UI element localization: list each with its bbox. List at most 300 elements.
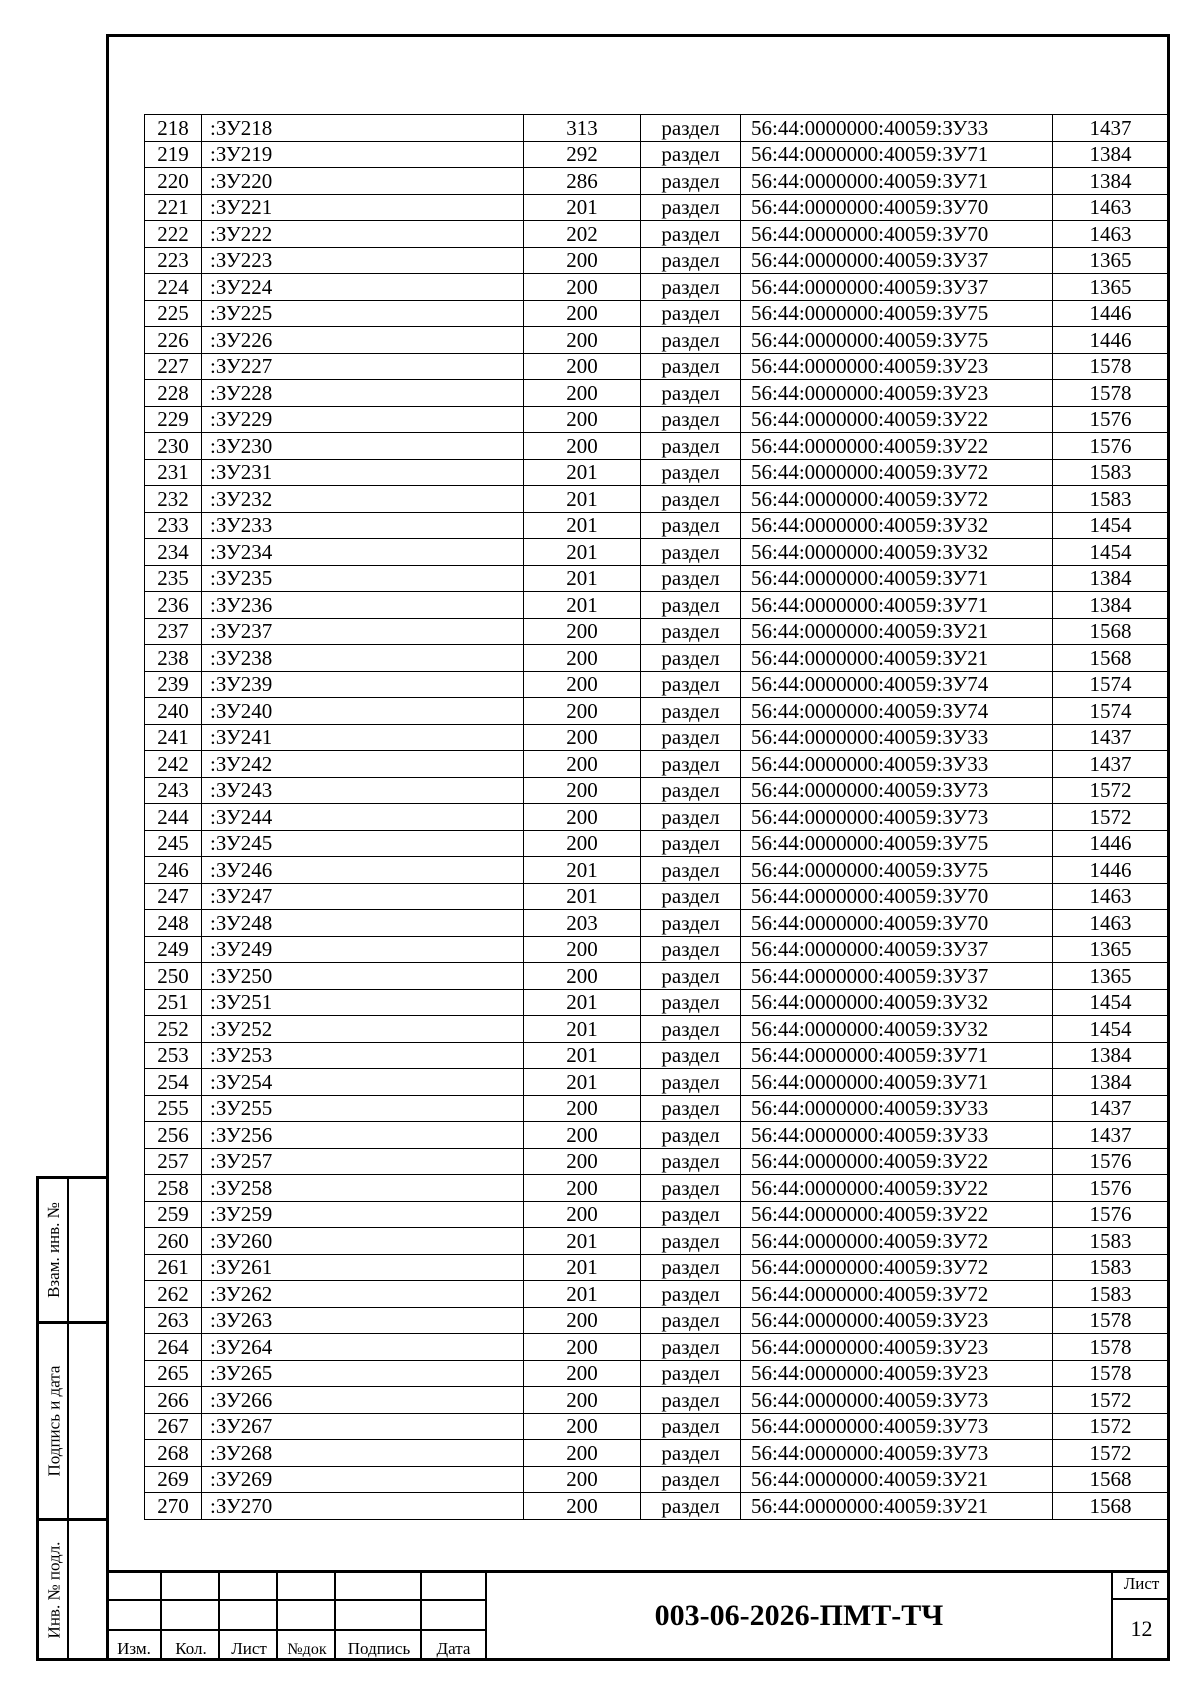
plot-designation: :ЗУ221 <box>202 194 524 221</box>
source-cadastral-number: 56:44:0000000:40059:ЗУ73 <box>741 804 1053 831</box>
plot-designation: :ЗУ248 <box>202 910 524 937</box>
reference-value: 1578 <box>1053 353 1169 380</box>
row-number: 245 <box>145 830 202 857</box>
table-row <box>145 1307 1169 1334</box>
plot-designation: :ЗУ252 <box>202 1016 524 1043</box>
table-row <box>145 777 1169 804</box>
source-cadastral-number: 56:44:0000000:40059:ЗУ37 <box>741 274 1053 301</box>
source-cadastral-number: 56:44:0000000:40059:ЗУ74 <box>741 698 1053 725</box>
plot-designation: :ЗУ265 <box>202 1360 524 1387</box>
table-row <box>145 910 1169 937</box>
formation-method: раздел <box>641 1466 741 1493</box>
row-number: 247 <box>145 883 202 910</box>
plot-area: 200 <box>524 433 641 460</box>
table-row <box>145 327 1169 354</box>
row-number: 261 <box>145 1254 202 1281</box>
row-number: 243 <box>145 777 202 804</box>
source-cadastral-number: 56:44:0000000:40059:ЗУ72 <box>741 486 1053 513</box>
source-cadastral-number: 56:44:0000000:40059:ЗУ32 <box>741 539 1053 566</box>
table-row <box>145 221 1169 248</box>
formation-method: раздел <box>641 221 741 248</box>
reference-value: 1454 <box>1053 512 1169 539</box>
source-cadastral-number: 56:44:0000000:40059:ЗУ71 <box>741 1042 1053 1069</box>
table-row <box>145 1440 1169 1467</box>
row-number: 240 <box>145 698 202 725</box>
plot-area: 201 <box>524 1042 641 1069</box>
title-block <box>106 1570 1170 1661</box>
source-cadastral-number: 56:44:0000000:40059:ЗУ73 <box>741 1440 1053 1467</box>
table-row <box>145 830 1169 857</box>
plot-area: 286 <box>524 168 641 195</box>
formation-method: раздел <box>641 168 741 195</box>
reference-value: 1583 <box>1053 1254 1169 1281</box>
plot-designation: :ЗУ260 <box>202 1228 524 1255</box>
row-number: 220 <box>145 168 202 195</box>
table-row <box>145 671 1169 698</box>
source-cadastral-number: 56:44:0000000:40059:ЗУ70 <box>741 221 1053 248</box>
grid-cell <box>106 1601 162 1631</box>
formation-method: раздел <box>641 141 741 168</box>
table-row <box>145 936 1169 963</box>
row-number: 230 <box>145 433 202 460</box>
plot-area: 200 <box>524 406 641 433</box>
plot-designation: :ЗУ233 <box>202 512 524 539</box>
formation-method: раздел <box>641 433 741 460</box>
source-cadastral-number: 56:44:0000000:40059:ЗУ21 <box>741 1466 1053 1493</box>
formation-method: раздел <box>641 512 741 539</box>
source-cadastral-number: 56:44:0000000:40059:ЗУ33 <box>741 115 1053 142</box>
plot-area: 200 <box>524 1334 641 1361</box>
row-number: 260 <box>145 1228 202 1255</box>
formation-method: раздел <box>641 1148 741 1175</box>
grid-cell <box>336 1601 422 1631</box>
source-cadastral-number: 56:44:0000000:40059:ЗУ37 <box>741 247 1053 274</box>
label-list: Лист <box>231 1639 267 1658</box>
sheet-label: Лист <box>1113 1570 1170 1600</box>
reference-value: 1437 <box>1053 724 1169 751</box>
reference-value: 1365 <box>1053 963 1169 990</box>
formation-method: раздел <box>641 1069 741 1096</box>
table-row <box>145 857 1169 884</box>
plot-area: 200 <box>524 1360 641 1387</box>
plot-designation: :ЗУ235 <box>202 565 524 592</box>
formation-method: раздел <box>641 989 741 1016</box>
source-cadastral-number: 56:44:0000000:40059:ЗУ22 <box>741 1148 1053 1175</box>
plot-area: 200 <box>524 751 641 778</box>
plot-designation: :ЗУ264 <box>202 1334 524 1361</box>
plot-designation: :ЗУ263 <box>202 1307 524 1334</box>
plot-designation: :ЗУ245 <box>202 830 524 857</box>
table-row <box>145 1228 1169 1255</box>
formation-method: раздел <box>641 194 741 221</box>
source-cadastral-number: 56:44:0000000:40059:ЗУ72 <box>741 1254 1053 1281</box>
table-row <box>145 1254 1169 1281</box>
formation-method: раздел <box>641 857 741 884</box>
plot-area: 200 <box>524 1493 641 1520</box>
source-cadastral-number: 56:44:0000000:40059:ЗУ22 <box>741 1175 1053 1202</box>
reference-value: 1572 <box>1053 1440 1169 1467</box>
land-plots-table <box>144 114 1169 1520</box>
source-cadastral-number: 56:44:0000000:40059:ЗУ71 <box>741 1069 1053 1096</box>
formation-method: раздел <box>641 724 741 751</box>
reference-value: 1384 <box>1053 565 1169 592</box>
plot-designation: :ЗУ270 <box>202 1493 524 1520</box>
table-row <box>145 194 1169 221</box>
row-number: 248 <box>145 910 202 937</box>
row-number: 234 <box>145 539 202 566</box>
plot-area: 200 <box>524 1413 641 1440</box>
podpis-label: Подпись и дата <box>44 1365 63 1477</box>
row-number: 218 <box>145 115 202 142</box>
plot-designation: :ЗУ253 <box>202 1042 524 1069</box>
reference-value: 1437 <box>1053 1095 1169 1122</box>
row-number: 226 <box>145 327 202 354</box>
reference-value: 1437 <box>1053 1122 1169 1149</box>
plot-area: 201 <box>524 486 641 513</box>
row-number: 265 <box>145 1360 202 1387</box>
grid-cell <box>106 1570 162 1601</box>
plot-designation: :ЗУ247 <box>202 883 524 910</box>
table-row <box>145 300 1169 327</box>
plot-area: 200 <box>524 247 641 274</box>
grid-cell <box>220 1570 278 1601</box>
plot-designation: :ЗУ246 <box>202 857 524 884</box>
reference-value: 1576 <box>1053 406 1169 433</box>
plot-area: 200 <box>524 353 641 380</box>
source-cadastral-number: 56:44:0000000:40059:ЗУ21 <box>741 618 1053 645</box>
formation-method: раздел <box>641 459 741 486</box>
row-number: 255 <box>145 1095 202 1122</box>
row-number: 258 <box>145 1175 202 1202</box>
row-number: 239 <box>145 671 202 698</box>
table-row <box>145 141 1169 168</box>
plot-area: 200 <box>524 380 641 407</box>
table-row <box>145 618 1169 645</box>
table-row <box>145 486 1169 513</box>
grid-cell <box>336 1570 422 1601</box>
table-row <box>145 380 1169 407</box>
formation-method: раздел <box>641 1334 741 1361</box>
reference-value: 1572 <box>1053 804 1169 831</box>
plot-designation: :ЗУ218 <box>202 115 524 142</box>
plot-designation: :ЗУ228 <box>202 380 524 407</box>
row-number: 253 <box>145 1042 202 1069</box>
formation-method: раздел <box>641 1307 741 1334</box>
plot-designation: :ЗУ220 <box>202 168 524 195</box>
reference-value: 1578 <box>1053 380 1169 407</box>
plot-designation: :ЗУ239 <box>202 671 524 698</box>
row-number: 236 <box>145 592 202 619</box>
plot-designation: :ЗУ240 <box>202 698 524 725</box>
plot-area: 202 <box>524 221 641 248</box>
formation-method: раздел <box>641 115 741 142</box>
plot-designation: :ЗУ249 <box>202 936 524 963</box>
table-row <box>145 565 1169 592</box>
source-cadastral-number: 56:44:0000000:40059:ЗУ21 <box>741 1493 1053 1520</box>
table-row <box>145 698 1169 725</box>
plot-designation: :ЗУ256 <box>202 1122 524 1149</box>
formation-method: раздел <box>641 645 741 672</box>
reference-value: 1568 <box>1053 1493 1169 1520</box>
label-ndok: №док <box>287 1641 327 1658</box>
table-row <box>145 592 1169 619</box>
source-cadastral-number: 56:44:0000000:40059:ЗУ73 <box>741 1387 1053 1414</box>
formation-method: раздел <box>641 1175 741 1202</box>
source-cadastral-number: 56:44:0000000:40059:ЗУ74 <box>741 671 1053 698</box>
formation-method: раздел <box>641 486 741 513</box>
formation-method: раздел <box>641 565 741 592</box>
grid-cell <box>278 1601 336 1631</box>
table-row <box>145 1175 1169 1202</box>
row-number: 252 <box>145 1016 202 1043</box>
reference-value: 1446 <box>1053 857 1169 884</box>
reference-value: 1365 <box>1053 274 1169 301</box>
plot-designation: :ЗУ227 <box>202 353 524 380</box>
formation-method: раздел <box>641 1122 741 1149</box>
formation-method: раздел <box>641 353 741 380</box>
plot-area: 200 <box>524 724 641 751</box>
side-stamp-vzam <box>39 1179 69 1321</box>
formation-method: раздел <box>641 936 741 963</box>
plot-area: 201 <box>524 592 641 619</box>
plot-area: 201 <box>524 459 641 486</box>
plot-area: 200 <box>524 1466 641 1493</box>
label-izm: Изм. <box>117 1639 151 1658</box>
reference-value: 1572 <box>1053 777 1169 804</box>
table-row <box>145 539 1169 566</box>
source-cadastral-number: 56:44:0000000:40059:ЗУ37 <box>741 936 1053 963</box>
plot-designation: :ЗУ251 <box>202 989 524 1016</box>
vzam-label: Взам. инв. № <box>44 1202 63 1298</box>
row-number: 237 <box>145 618 202 645</box>
plot-area: 201 <box>524 1016 641 1043</box>
plot-designation: :ЗУ232 <box>202 486 524 513</box>
plot-area: 201 <box>524 565 641 592</box>
formation-method: раздел <box>641 751 741 778</box>
plot-designation: :ЗУ250 <box>202 963 524 990</box>
source-cadastral-number: 56:44:0000000:40059:ЗУ23 <box>741 380 1053 407</box>
table-row <box>145 1122 1169 1149</box>
source-cadastral-number: 56:44:0000000:40059:ЗУ23 <box>741 353 1053 380</box>
table-row <box>145 1334 1169 1361</box>
plot-designation: :ЗУ219 <box>202 141 524 168</box>
row-number: 233 <box>145 512 202 539</box>
plot-designation: :ЗУ238 <box>202 645 524 672</box>
row-number: 256 <box>145 1122 202 1149</box>
plot-area: 200 <box>524 1201 641 1228</box>
table-row <box>145 751 1169 778</box>
formation-method: раздел <box>641 963 741 990</box>
formation-method: раздел <box>641 1387 741 1414</box>
plot-area: 200 <box>524 274 641 301</box>
reference-value: 1583 <box>1053 486 1169 513</box>
row-number: 242 <box>145 751 202 778</box>
plot-designation: :ЗУ222 <box>202 221 524 248</box>
row-number: 249 <box>145 936 202 963</box>
plot-designation: :ЗУ225 <box>202 300 524 327</box>
row-number: 257 <box>145 1148 202 1175</box>
plot-area: 201 <box>524 539 641 566</box>
reference-value: 1576 <box>1053 1148 1169 1175</box>
formation-method: раздел <box>641 698 741 725</box>
plot-area: 200 <box>524 1148 641 1175</box>
formation-method: раздел <box>641 1493 741 1520</box>
reference-value: 1437 <box>1053 115 1169 142</box>
reference-value: 1454 <box>1053 989 1169 1016</box>
reference-value: 1568 <box>1053 1466 1169 1493</box>
table-row <box>145 1201 1169 1228</box>
plot-area: 201 <box>524 1281 641 1308</box>
formation-method: раздел <box>641 804 741 831</box>
sheet-number: 12 <box>1130 1616 1153 1641</box>
reference-value: 1454 <box>1053 539 1169 566</box>
source-cadastral-number: 56:44:0000000:40059:ЗУ75 <box>741 857 1053 884</box>
reference-value: 1578 <box>1053 1307 1169 1334</box>
formation-method: раздел <box>641 1281 741 1308</box>
document-code: 003-06-2026-ПМТ-ТЧ <box>485 1570 1111 1661</box>
table-row <box>145 1069 1169 1096</box>
table-row <box>145 1095 1169 1122</box>
source-cadastral-number: 56:44:0000000:40059:ЗУ22 <box>741 433 1053 460</box>
reference-value: 1574 <box>1053 698 1169 725</box>
plot-designation: :ЗУ237 <box>202 618 524 645</box>
plot-area: 203 <box>524 910 641 937</box>
formation-method: раздел <box>641 883 741 910</box>
row-number: 225 <box>145 300 202 327</box>
formation-method: раздел <box>641 1254 741 1281</box>
source-cadastral-number: 56:44:0000000:40059:ЗУ75 <box>741 830 1053 857</box>
plot-designation: :ЗУ234 <box>202 539 524 566</box>
plot-area: 201 <box>524 857 641 884</box>
plot-designation: :ЗУ259 <box>202 1201 524 1228</box>
source-cadastral-number: 56:44:0000000:40059:ЗУ70 <box>741 194 1053 221</box>
row-number: 235 <box>145 565 202 592</box>
source-cadastral-number: 56:44:0000000:40059:ЗУ71 <box>741 565 1053 592</box>
plot-area: 201 <box>524 989 641 1016</box>
source-cadastral-number: 56:44:0000000:40059:ЗУ33 <box>741 1095 1053 1122</box>
table-row <box>145 1466 1169 1493</box>
source-cadastral-number: 56:44:0000000:40059:ЗУ23 <box>741 1307 1053 1334</box>
plot-area: 200 <box>524 936 641 963</box>
grid-cell <box>278 1570 336 1601</box>
table-row <box>145 645 1169 672</box>
formation-method: раздел <box>641 380 741 407</box>
reference-value: 1384 <box>1053 168 1169 195</box>
table-row <box>145 512 1169 539</box>
source-cadastral-number: 56:44:0000000:40059:ЗУ71 <box>741 141 1053 168</box>
reference-value: 1463 <box>1053 910 1169 937</box>
reference-value: 1446 <box>1053 327 1169 354</box>
source-cadastral-number: 56:44:0000000:40059:ЗУ22 <box>741 406 1053 433</box>
reference-value: 1583 <box>1053 1228 1169 1255</box>
plot-designation: :ЗУ258 <box>202 1175 524 1202</box>
row-number: 262 <box>145 1281 202 1308</box>
plot-designation: :ЗУ229 <box>202 406 524 433</box>
label-podpis: Подпись <box>347 1639 411 1658</box>
plot-area: 200 <box>524 300 641 327</box>
table-row <box>145 724 1169 751</box>
table-row <box>145 459 1169 486</box>
table-row <box>145 168 1169 195</box>
formation-method: раздел <box>641 300 741 327</box>
plot-designation: :ЗУ242 <box>202 751 524 778</box>
row-number: 267 <box>145 1413 202 1440</box>
reference-value: 1583 <box>1053 1281 1169 1308</box>
plot-area: 200 <box>524 618 641 645</box>
formation-method: раздел <box>641 618 741 645</box>
formation-method: раздел <box>641 1413 741 1440</box>
source-cadastral-number: 56:44:0000000:40059:ЗУ72 <box>741 459 1053 486</box>
table-row <box>145 1387 1169 1414</box>
plot-designation: :ЗУ230 <box>202 433 524 460</box>
formation-method: раздел <box>641 1440 741 1467</box>
formation-method: раздел <box>641 327 741 354</box>
formation-method: раздел <box>641 1095 741 1122</box>
row-number: 269 <box>145 1466 202 1493</box>
source-cadastral-number: 56:44:0000000:40059:ЗУ75 <box>741 300 1053 327</box>
reference-value: 1454 <box>1053 1016 1169 1043</box>
plot-designation: :ЗУ261 <box>202 1254 524 1281</box>
reference-value: 1576 <box>1053 1201 1169 1228</box>
table-row <box>145 1493 1169 1520</box>
plot-area: 200 <box>524 1175 641 1202</box>
reference-value: 1576 <box>1053 1175 1169 1202</box>
source-cadastral-number: 56:44:0000000:40059:ЗУ37 <box>741 963 1053 990</box>
revision-grid <box>106 1570 485 1661</box>
source-cadastral-number: 56:44:0000000:40059:ЗУ21 <box>741 645 1053 672</box>
plot-designation: :ЗУ223 <box>202 247 524 274</box>
plot-designation: :ЗУ269 <box>202 1466 524 1493</box>
reference-value: 1574 <box>1053 671 1169 698</box>
reference-value: 1437 <box>1053 751 1169 778</box>
plot-designation: :ЗУ267 <box>202 1413 524 1440</box>
reference-value: 1365 <box>1053 936 1169 963</box>
plot-area: 201 <box>524 1228 641 1255</box>
row-number: 238 <box>145 645 202 672</box>
plot-designation: :ЗУ268 <box>202 1440 524 1467</box>
row-number: 221 <box>145 194 202 221</box>
formation-method: раздел <box>641 1042 741 1069</box>
plot-area: 201 <box>524 194 641 221</box>
row-number: 250 <box>145 963 202 990</box>
plot-area: 200 <box>524 671 641 698</box>
source-cadastral-number: 56:44:0000000:40059:ЗУ72 <box>741 1281 1053 1308</box>
plot-designation: :ЗУ243 <box>202 777 524 804</box>
plot-designation: :ЗУ236 <box>202 592 524 619</box>
plot-designation: :ЗУ231 <box>202 459 524 486</box>
plot-area: 201 <box>524 1254 641 1281</box>
source-cadastral-number: 56:44:0000000:40059:ЗУ23 <box>741 1334 1053 1361</box>
source-cadastral-number: 56:44:0000000:40059:ЗУ71 <box>741 592 1053 619</box>
reference-value: 1463 <box>1053 194 1169 221</box>
formation-method: раздел <box>641 777 741 804</box>
formation-method: раздел <box>641 592 741 619</box>
source-cadastral-number: 56:44:0000000:40059:ЗУ33 <box>741 1122 1053 1149</box>
row-number: 231 <box>145 459 202 486</box>
row-number: 270 <box>145 1493 202 1520</box>
source-cadastral-number: 56:44:0000000:40059:ЗУ72 <box>741 1228 1053 1255</box>
sheet-box <box>1111 1570 1170 1661</box>
table-row <box>145 406 1169 433</box>
row-number: 254 <box>145 1069 202 1096</box>
source-cadastral-number: 56:44:0000000:40059:ЗУ73 <box>741 1413 1053 1440</box>
formation-method: раздел <box>641 1228 741 1255</box>
reference-value: 1578 <box>1053 1334 1169 1361</box>
table-row <box>145 1281 1169 1308</box>
side-stamp-podpis <box>39 1324 69 1518</box>
grid-cell <box>162 1601 220 1631</box>
row-number: 241 <box>145 724 202 751</box>
